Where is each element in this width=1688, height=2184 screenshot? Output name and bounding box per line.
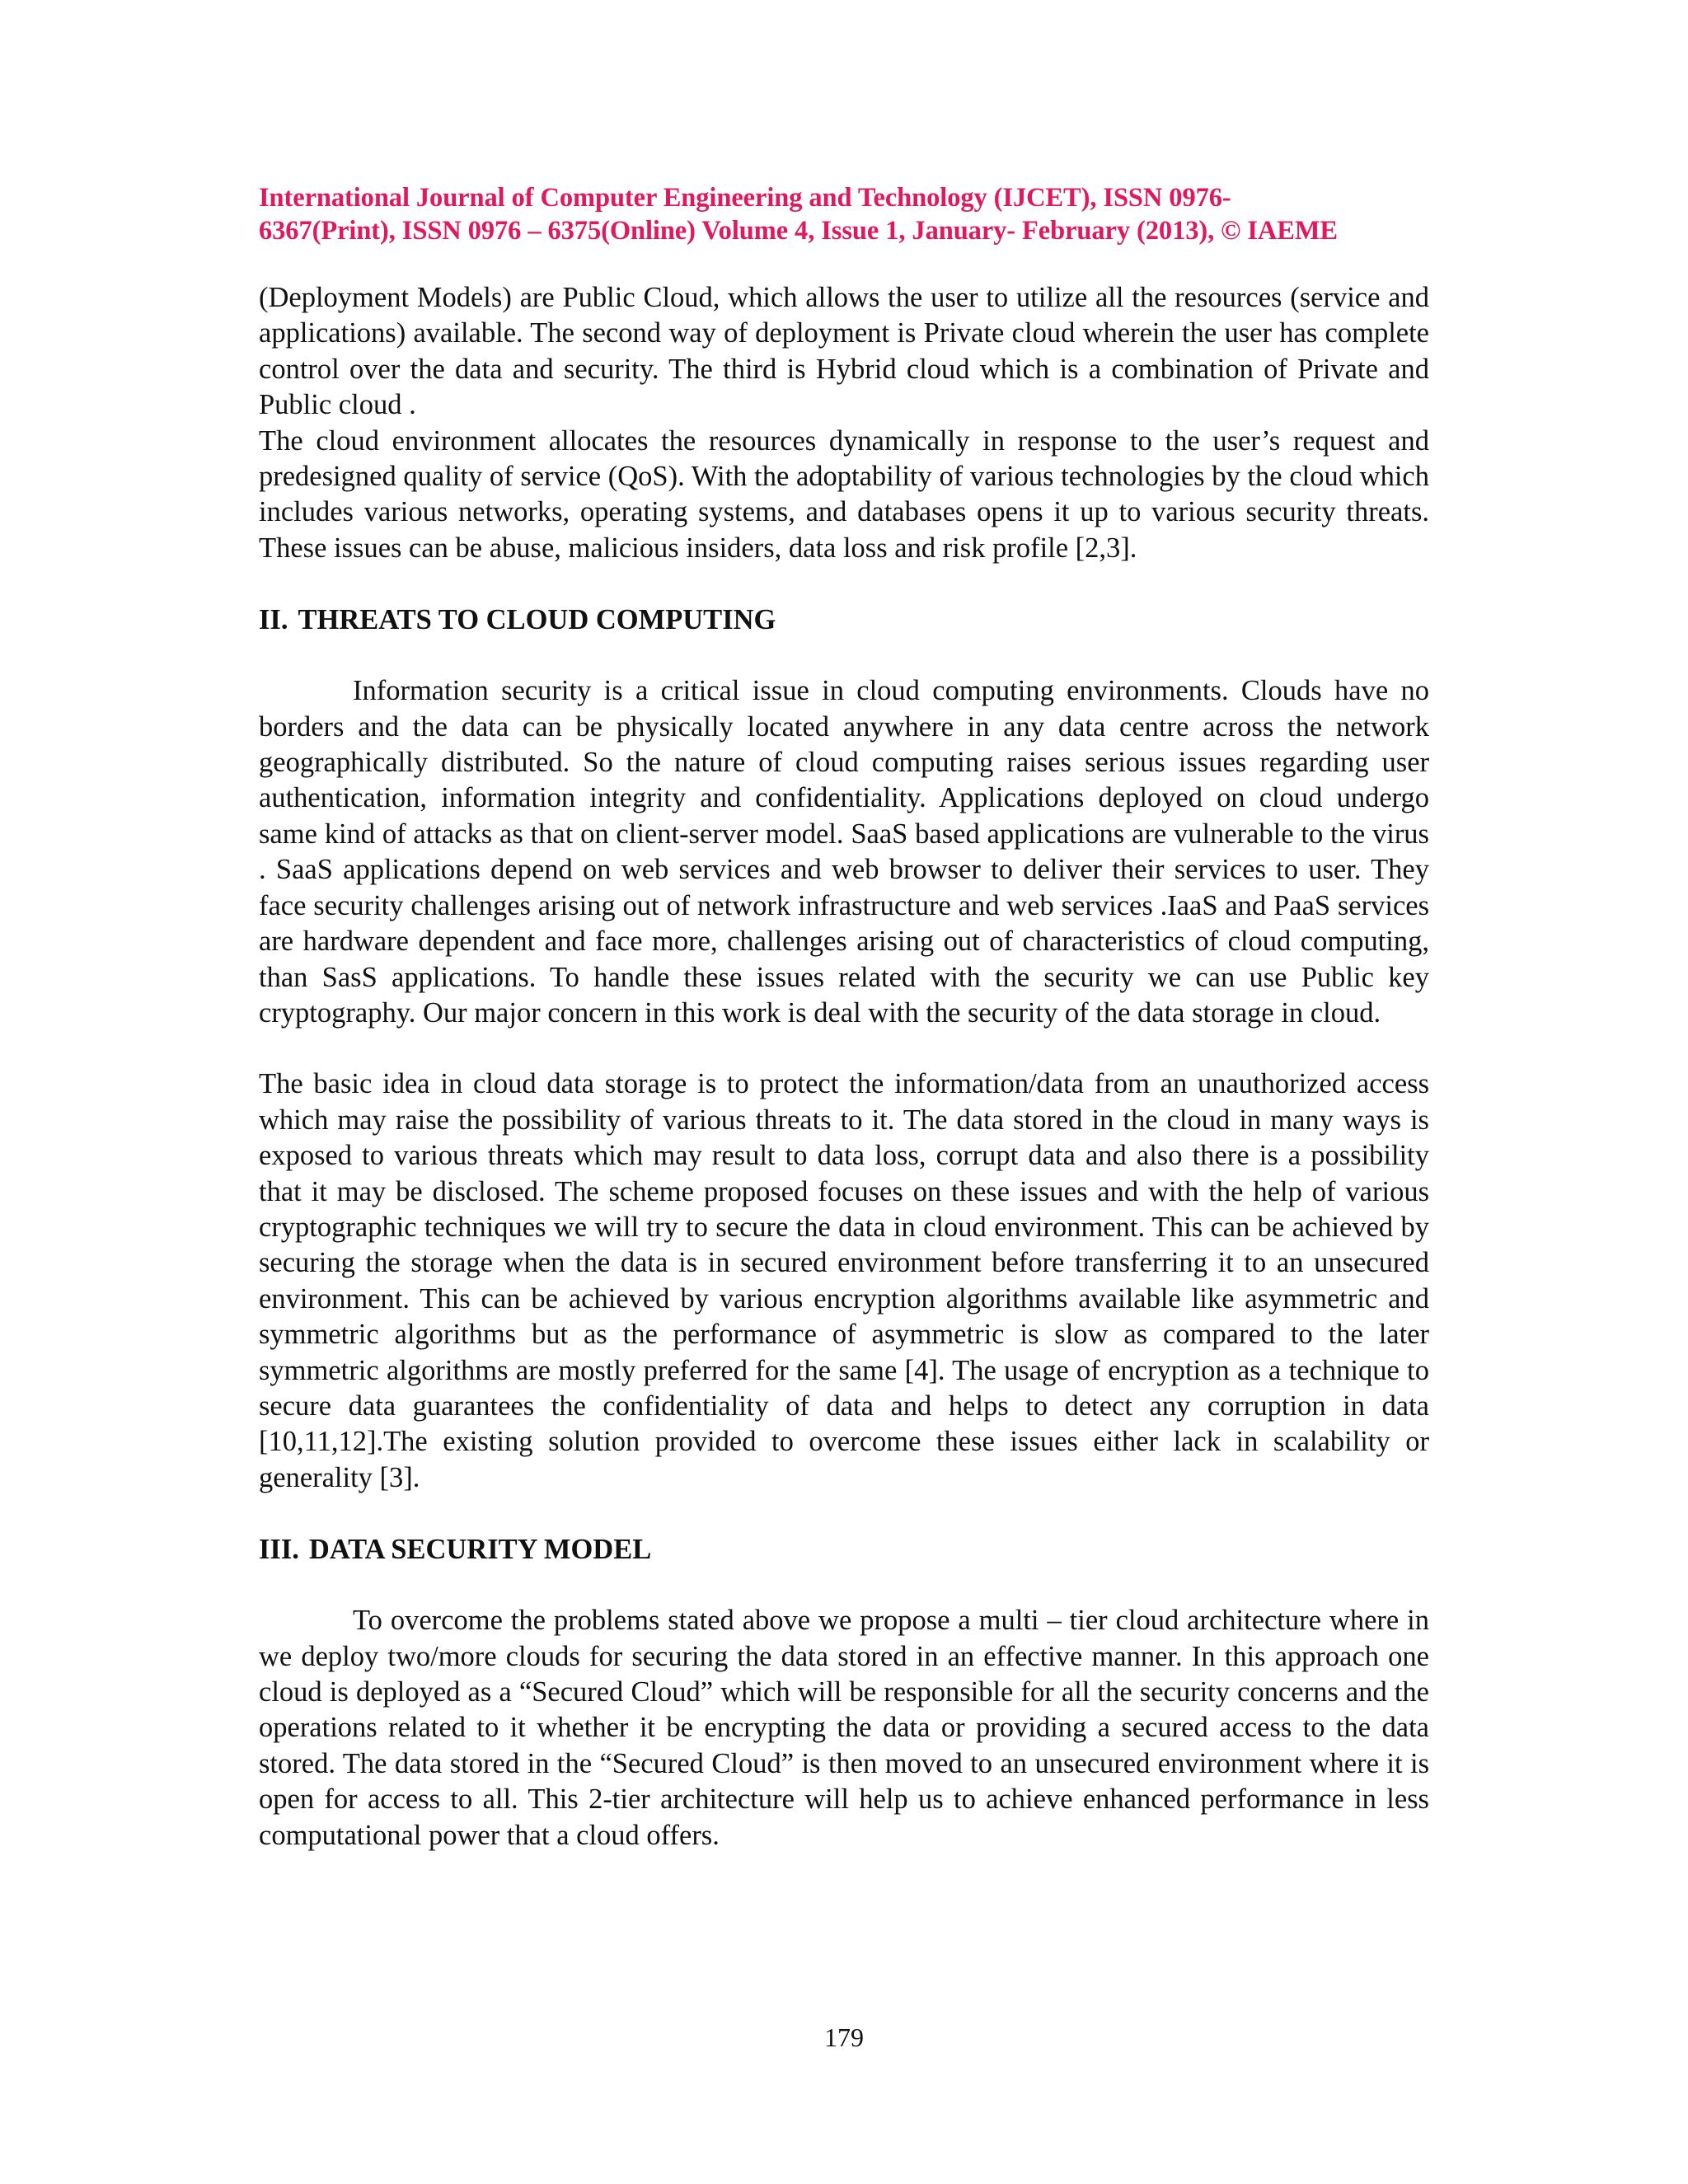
page-content — [259, 181, 1429, 1854]
section-title: THREATS TO CLOUD COMPUTING — [298, 604, 776, 636]
section-number: II. — [259, 604, 288, 636]
intro-paragraph-2: The cloud environment allocates the resources dynamically in response to the user’s request and predesigned quality of service (QoS). With the adoptability of various technologies by the cloud which includes various networks, operating systems, and databases opens it up to various security threats. These issues can be abuse, malicious insiders, data loss and risk profile [2,3]. — [259, 424, 1429, 564]
threats-paragraph-2: The basic idea in cloud data storage is to protect the information/data from an unauthorized access which may raise the possibility of various threats to it. The data stored in the cloud in many ways is exposed to various threats which may result to data loss, corrupt data and also there is a possibility that it may be disclosed. The scheme proposed focuses on these issues and with the help of various cryptographic techniques we will try to secure the data in cloud environment. This can be achieved by securing the storage when the data is in secured environment before transferring it to an unsecured environment. This can be achieved by various encryption algorithms available like asymmetric and symmetric algorithms but as the performance of asymmetric is slow as compared to the later symmetric algorithms are mostly preferred for the same [4]. The usage of encryption as a technique to secure data guarantees the confidentiality of data and helps to detect any corruption in data [10,11,12].The existing solution provided to overcome these issues either lack in scalability or generality [3]. — [259, 1068, 1429, 1493]
journal-header-line-2: 6367(Print), ISSN 0976 – 6375(Online) Volume 4, Issue 1, January- February (2013), © IAEME — [259, 216, 1338, 246]
section-number: III. — [259, 1534, 299, 1566]
section-heading-data-security-model — [259, 1532, 1429, 1568]
section-heading-threats — [259, 602, 1429, 638]
model-paragraph-1: To overcome the problems stated above we propose a multi – tier cloud architecture where in we deploy two/more clouds for securing the data stored in an effective manner. In this approach one cloud is deployed as a “Secured Cloud” which will be responsible for all the security concerns and the operations related to it whether it be encrypting the data or providing a secured access to the data stored. The data stored in the “Secured Cloud” is then moved to an unsecured environment where it is open for access to all. This 2-tier architecture will help us to achieve enhanced performance in less computational power that a cloud offers. — [259, 1605, 1429, 1851]
threats-paragraph-1: Information security is a critical issue in cloud computing environments. Clouds have no borders and the data can be physically located anywhere in any data centre across the network geographically distributed. So the nature of cloud computing raises serious issues regarding user authentication, information integrity and confidentiality. Applications deployed on cloud undergo same kind of attacks as that on client-server model. SaaS based applications are vulnerable to the virus . SaaS applications depend on web services and web browser to deliver their services to user. They face security challenges arising out of network infrastructure and web services .IaaS and PaaS services are hardware dependent and face more, challenges arising out of characteristics of cloud computing, than SasS applications. To handle these issues related with the security we can use Public key cryptography. Our major concern in this work is deal with the security of the data storage in cloud. — [259, 675, 1429, 1029]
journal-header — [259, 181, 1429, 247]
page-number: 179 — [824, 2022, 864, 2052]
intro-paragraph-1: (Deployment Models) are Public Cloud, which allows the user to utilize all the resources (service and applications) available. The second way of deployment is Private cloud wherein the user has complete control over the data and security. The third is Hybrid cloud which is a combination of Private and Public cloud . — [259, 282, 1429, 421]
journal-header-line-1: International Journal of Computer Engineering and Technology (IJCET), ISSN 0976- — [259, 183, 1231, 213]
section-title: DATA SECURITY MODEL — [308, 1534, 652, 1566]
